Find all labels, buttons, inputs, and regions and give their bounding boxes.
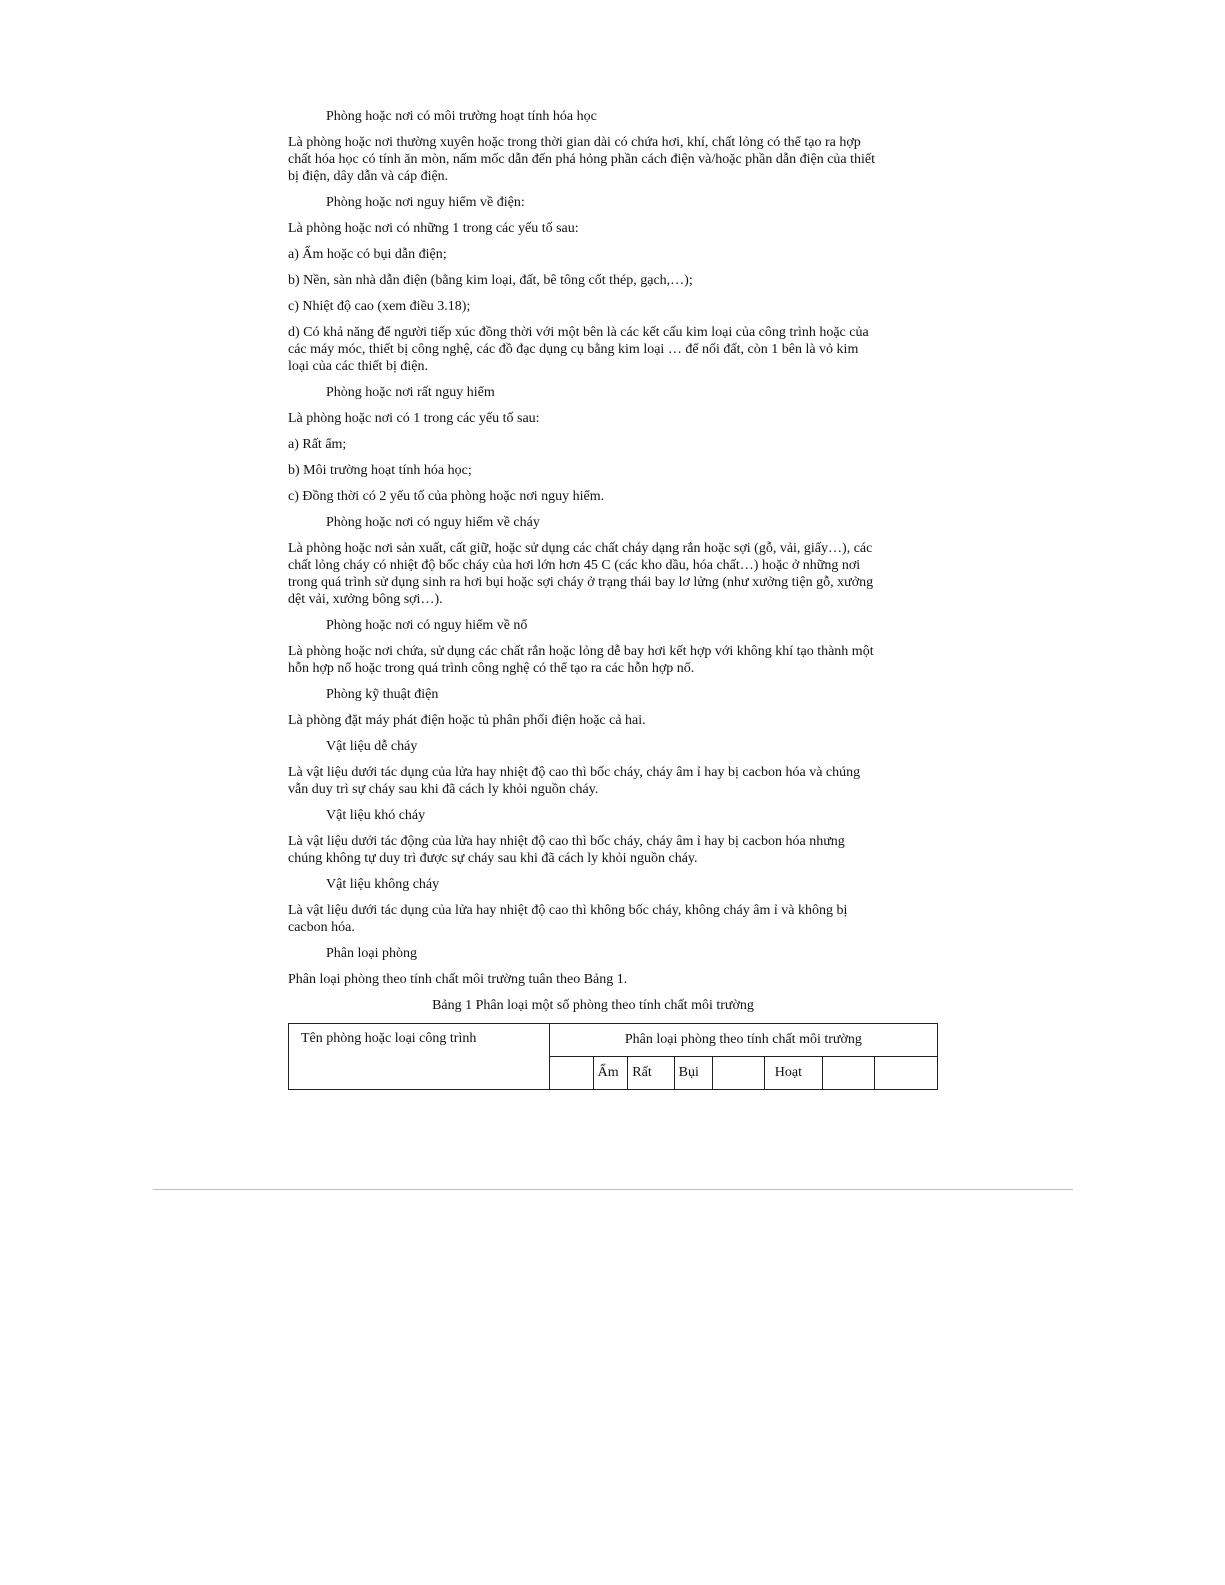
section-heading: Vật liệu không cháy [326, 877, 440, 892]
document-content [288, 108, 878, 1090]
body-paragraph: b) Môi trường hoạt tính hóa học; [288, 463, 472, 478]
body-paragraph: a) Rất ẩm; [288, 437, 347, 452]
section-heading: Phòng kỹ thuật điện [326, 687, 439, 702]
body-paragraph: Là phòng đặt máy phát điện hoặc tủ phân phối điện hoặc cả hai. [288, 713, 646, 728]
body-paragraph: Là phòng hoặc nơi có những 1 trong các yếu tố sau: [288, 221, 579, 236]
table-subheader-cell [874, 1057, 937, 1090]
section-heading: Phòng hoặc nơi có nguy hiểm về nổ [326, 618, 528, 633]
body-paragraph: Là vật liệu dưới tác động của lửa hay nhiệt độ cao thì bốc cháy, cháy âm ỉ hay bị cacbon hóa nhưng chúng không tự duy trì được sự cháy sau khi đã cách ly khỏi nguồn cháy. [288, 834, 845, 866]
table-subheader-cell: Bụi [674, 1057, 713, 1090]
body-paragraph: Là vật liệu dưới tác dụng của lửa hay nhiệt độ cao thì không bốc cháy, không cháy âm ỉ và không bị cacbon hóa. [288, 903, 848, 935]
body-paragraph: Là phòng hoặc nơi có 1 trong các yếu tố sau: [288, 411, 540, 426]
body-paragraph: Là phòng hoặc nơi chứa, sử dụng các chất rắn hoặc lỏng dễ bay hơi kết hợp với không khí tạo thành một hỗn hợp nổ hoặc trong quá trình công nghệ có thể tạo ra các hỗn hợp nổ. [288, 644, 874, 676]
classification-table [288, 1023, 938, 1090]
page-divider [153, 1189, 1073, 1190]
table-caption: Bảng 1 Phân loại một số phòng theo tính chất môi trường [432, 998, 754, 1013]
section-heading: Vật liệu khó cháy [326, 808, 426, 823]
section-heading: Vật liệu dễ cháy [326, 739, 418, 754]
section-heading: Phòng hoặc nơi có môi trường hoạt tính hóa học [326, 109, 597, 124]
section-heading: Phòng hoặc nơi rất nguy hiểm [326, 385, 495, 400]
section-heading: Phân loại phòng [326, 946, 417, 961]
paragraph-list [288, 108, 878, 988]
body-paragraph: Là phòng hoặc nơi sản xuất, cất giữ, hoặc sử dụng các chất cháy dạng rắn hoặc sợi (gỗ, vải, giấy…), các chất lỏng cháy có nhiệt độ bốc cháy của hơi lớn hơn 45 C (các kho dầu, hóa chất…) hoặc ở những nơi trong quá trình sử dụng sinh ra hơi bụi hoặc sợi cháy ở trạng thái bay lơ lửng (như xưởng tiện gỗ, xưởng dệt vải, xưởng bông sợi…). [288, 541, 874, 607]
table-subheader-cell: Hoạt [764, 1057, 822, 1090]
table-subheader-cell: Rất [628, 1057, 674, 1090]
body-paragraph: Phân loại phòng theo tính chất môi trường tuân theo Bảng 1. [288, 972, 628, 987]
table-subheader-cell: Ẩm [593, 1057, 628, 1090]
body-paragraph: c) Đồng thời có 2 yếu tố của phòng hoặc nơi nguy hiểm. [288, 489, 605, 504]
table-subheader-cell [713, 1057, 765, 1090]
body-paragraph: a) Ẩm hoặc có bụi dẫn điện; [288, 247, 447, 262]
table-subheader-cell [823, 1057, 875, 1090]
body-paragraph: Là vật liệu dưới tác dụng của lửa hay nhiệt độ cao thì bốc cháy, cháy âm ỉ hay bị cacbon hóa và chúng vẫn duy trì sự cháy sau khi đã cách ly khỏi nguồn cháy. [288, 765, 861, 797]
body-paragraph: c) Nhiệt độ cao (xem điều 3.18); [288, 299, 471, 314]
table-header-group: Phân loại phòng theo tính chất môi trường [549, 1024, 937, 1057]
body-paragraph: b) Nền, sàn nhà dẫn điện (bằng kim loại, đất, bê tông cốt thép, gạch,…); [288, 273, 693, 288]
table-subheader-cell [549, 1057, 593, 1090]
body-paragraph: Là phòng hoặc nơi thường xuyên hoặc trong thời gian dài có chứa hơi, khí, chất lỏng có thể tạo ra hợp chất hóa học có tính ăn mòn, nấm mốc dẫn đến phá hỏng phần cách điện và/hoặc phần dẫn điện của thiết bị điện, dây dẫn và cáp điện. [288, 135, 876, 184]
section-heading: Phòng hoặc nơi có nguy hiểm về cháy [326, 515, 540, 530]
section-heading: Phòng hoặc nơi nguy hiểm về điện: [326, 195, 525, 210]
body-paragraph: d) Có khả năng để người tiếp xúc đồng thời với một bên là các kết cấu kim loại của công trình hoặc của các máy móc, thiết bị công nghệ, các đồ đạc dụng cụ bằng kim loại … để nối đất, còn 1 bên là vỏ kim loại của các thiết bị điện. [288, 325, 869, 374]
table-header-room-name: Tên phòng hoặc loại công trình [289, 1024, 550, 1090]
